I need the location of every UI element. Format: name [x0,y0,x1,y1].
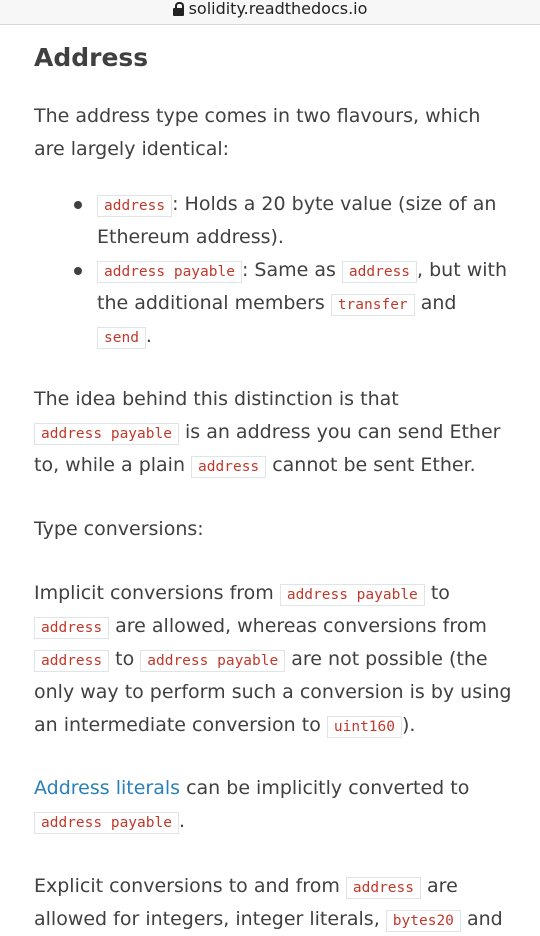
paragraph-text: cannot be sent Ether. [266,454,476,476]
url-text: solidity.readthedocs.io [188,0,368,18]
list-item [97,188,514,254]
inline-code: address [97,195,172,217]
inline-code: address [346,877,421,899]
implicit-conversions-paragraph [34,577,514,742]
paragraph-text: are allowed for integers, integer literals, [34,875,458,930]
paragraph-text: are not possible (the only way to perform such a conversion is by using an intermediate conversion to [34,648,512,736]
paragraph-text: . [178,810,185,832]
paragraph-text: is an address you can send Ether to, while a plain [34,421,501,476]
paragraph-text: are allowed, whereas conversions from [109,615,487,637]
type-conversions-heading: Type conversions: [34,518,204,540]
inline-code: address payable [140,650,285,672]
list-item-text: : Same as [241,259,342,281]
inline-code: bytes20 [386,910,461,932]
inline-code: send [97,327,146,349]
article-content [34,40,514,936]
inline-code: address [342,261,417,283]
address-literals-paragraph [34,772,514,838]
paragraph-text: ). [402,714,416,736]
paragraph-text: and [460,908,503,930]
list-item-text: : Holds a 20 byte value (size of an Ethereum address). [97,193,497,248]
intro-paragraph: The address type comes in two flavours, which are largely identical: [34,105,481,160]
address-literals-link[interactable]: Address literals [34,777,181,799]
paragraph-text: The idea behind this distinction is that [34,388,399,410]
paragraph-text: can be implicitly converted to [180,777,470,799]
paragraph-text: Implicit conversions from [34,582,280,604]
list-item-text: and [414,292,457,314]
inline-code: address payable [34,812,179,834]
explicit-conversions-paragraph [34,870,514,936]
inline-code: address [34,650,109,672]
inline-code: address payable [34,423,179,445]
lock-icon [173,2,185,16]
inline-code: address payable [280,584,425,606]
distinction-paragraph [34,383,514,482]
bullet-icon [74,267,82,275]
paragraph-text: Explicit conversions to and from [34,875,346,897]
inline-code: address payable [97,261,242,283]
section-title: Address [34,43,149,72]
paragraph-text: to [109,648,141,670]
inline-code: address [34,617,109,639]
address-bar[interactable] [0,0,540,25]
list-item-text: . [145,325,152,347]
bullet-icon [74,201,82,209]
address-types-list [34,188,514,353]
paragraph-text: to [424,582,450,604]
list-item-text: , but with the additional members [97,259,508,314]
list-item [97,254,514,353]
inline-code: transfer [331,294,415,316]
inline-code: address [191,456,266,478]
inline-code: uint160 [327,716,402,738]
